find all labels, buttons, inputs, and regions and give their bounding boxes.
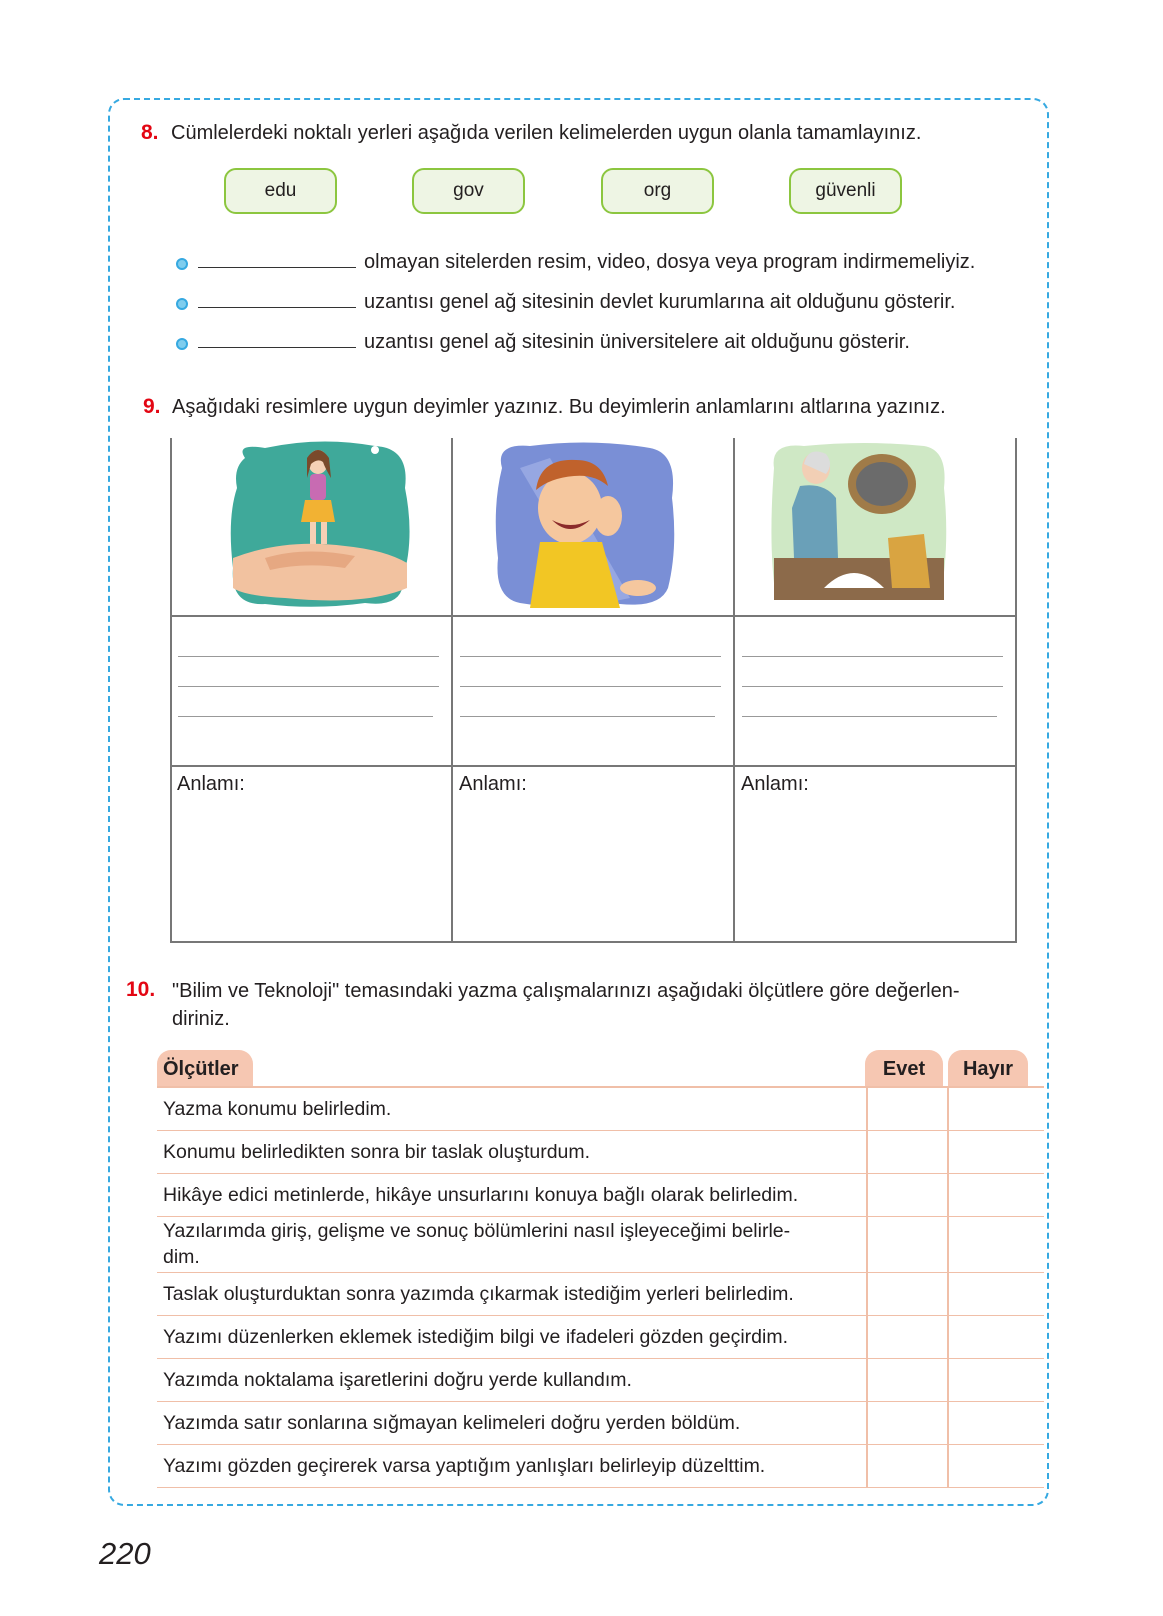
- idiom-table: [170, 438, 1026, 943]
- criteria-text: Hikâye edici metinlerde, hikâye unsurlarını konuya bağlı olarak belirledim.: [163, 1184, 799, 1206]
- criteria-row: [157, 1316, 1044, 1359]
- idiom-picture-laughing-boy: [490, 438, 680, 608]
- fill-blank-1[interactable]: [198, 267, 356, 268]
- criteria-text: Yazımda noktalama işaretlerini doğru yerde kullandım.: [163, 1369, 632, 1391]
- fill-blank-2[interactable]: [198, 307, 356, 308]
- q10-instruction-line1: "Bilim ve Teknoloji" temasındaki yazma çalışmalarınızı aşağıdaki ölçütlere göre değerlen-: [172, 980, 960, 1002]
- q8-sentence-text: olmayan sitelerden resim, video, dosya veya program indirmemeliyiz.: [364, 251, 976, 273]
- idiom-picture-girl-on-palm: [225, 438, 415, 608]
- criteria-row: [157, 1174, 1044, 1217]
- q9-number: 9.: [143, 395, 161, 418]
- meaning-label-1: Anlamı:: [177, 773, 245, 795]
- q8-sentence-2: [176, 284, 955, 314]
- bullet-icon: [176, 258, 188, 270]
- yes-header: Evet: [865, 1050, 943, 1088]
- q8-sentence-text: uzantısı genel ağ sitesinin devlet kurumlarına ait olduğunu gösterir.: [364, 291, 956, 313]
- bullet-icon: [176, 338, 188, 350]
- page-number: 220: [99, 1536, 151, 1571]
- q8-instruction: Cümlelerdeki noktalı yerleri aşağıda verilen kelimelerden uygun olanla tamamlayınız.: [171, 122, 922, 144]
- q8-sentence-1: [176, 244, 975, 274]
- word-option-gov: gov: [412, 168, 525, 214]
- criteria-text-continued: dim.: [163, 1246, 200, 1268]
- criteria-text: Yazma konumu belirledim.: [163, 1098, 392, 1120]
- meaning-label-3: Anlamı:: [741, 773, 809, 795]
- criteria-text: Yazımı gözden geçirerek varsa yaptığım yanlışları belirleyip düzelttim.: [163, 1455, 766, 1477]
- word-option-guvenli: güvenli: [789, 168, 902, 214]
- q8-sentence-text: uzantısı genel ağ sitesinin üniversitelere ait olduğunu gösterir.: [364, 331, 910, 353]
- idiom-picture-man-with-sieve: [764, 438, 954, 608]
- criteria-header: Ölçütler: [157, 1050, 253, 1088]
- criteria-row: [157, 1273, 1044, 1316]
- criteria-text: Taslak oluşturduktan sonra yazımda çıkarmak istediğim yerleri belirledim.: [163, 1283, 794, 1305]
- q8-number: 8.: [141, 121, 159, 144]
- q10-instruction-line2: diriniz.: [172, 1008, 230, 1030]
- criteria-text: Yazımı düzenlerken eklemek istediğim bilgi ve ifadeleri gözden geçirdim.: [163, 1326, 789, 1348]
- criteria-text: Konumu belirledikten sonra bir taslak oluşturdum.: [163, 1141, 591, 1163]
- word-option-org: org: [601, 168, 714, 214]
- criteria-row: [157, 1359, 1044, 1402]
- q8-sentence-3: [176, 324, 910, 354]
- word-option-edu: edu: [224, 168, 337, 214]
- criteria-text: Yazımda satır sonlarına sığmayan kelimeleri doğru yerden böldüm.: [163, 1412, 741, 1434]
- criteria-row: [157, 1445, 1044, 1488]
- q9-instruction: Aşağıdaki resimlere uygun deyimler yazınız. Bu deyimlerin anlamlarını altlarına yazınız.: [172, 396, 946, 418]
- meaning-label-2: Anlamı:: [459, 773, 527, 795]
- q10-number: 10.: [126, 978, 156, 1001]
- fill-blank-3[interactable]: [198, 347, 356, 348]
- criteria-row: [157, 1217, 1044, 1273]
- criteria-row: [157, 1088, 1044, 1131]
- criteria-row: [157, 1402, 1044, 1445]
- criteria-text: Yazılarımda giriş, gelişme ve sonuç bölümlerini nasıl işleyeceğimi belirle-: [163, 1220, 791, 1242]
- no-header: Hayır: [948, 1050, 1028, 1088]
- bullet-icon: [176, 298, 188, 310]
- criteria-row: [157, 1131, 1044, 1174]
